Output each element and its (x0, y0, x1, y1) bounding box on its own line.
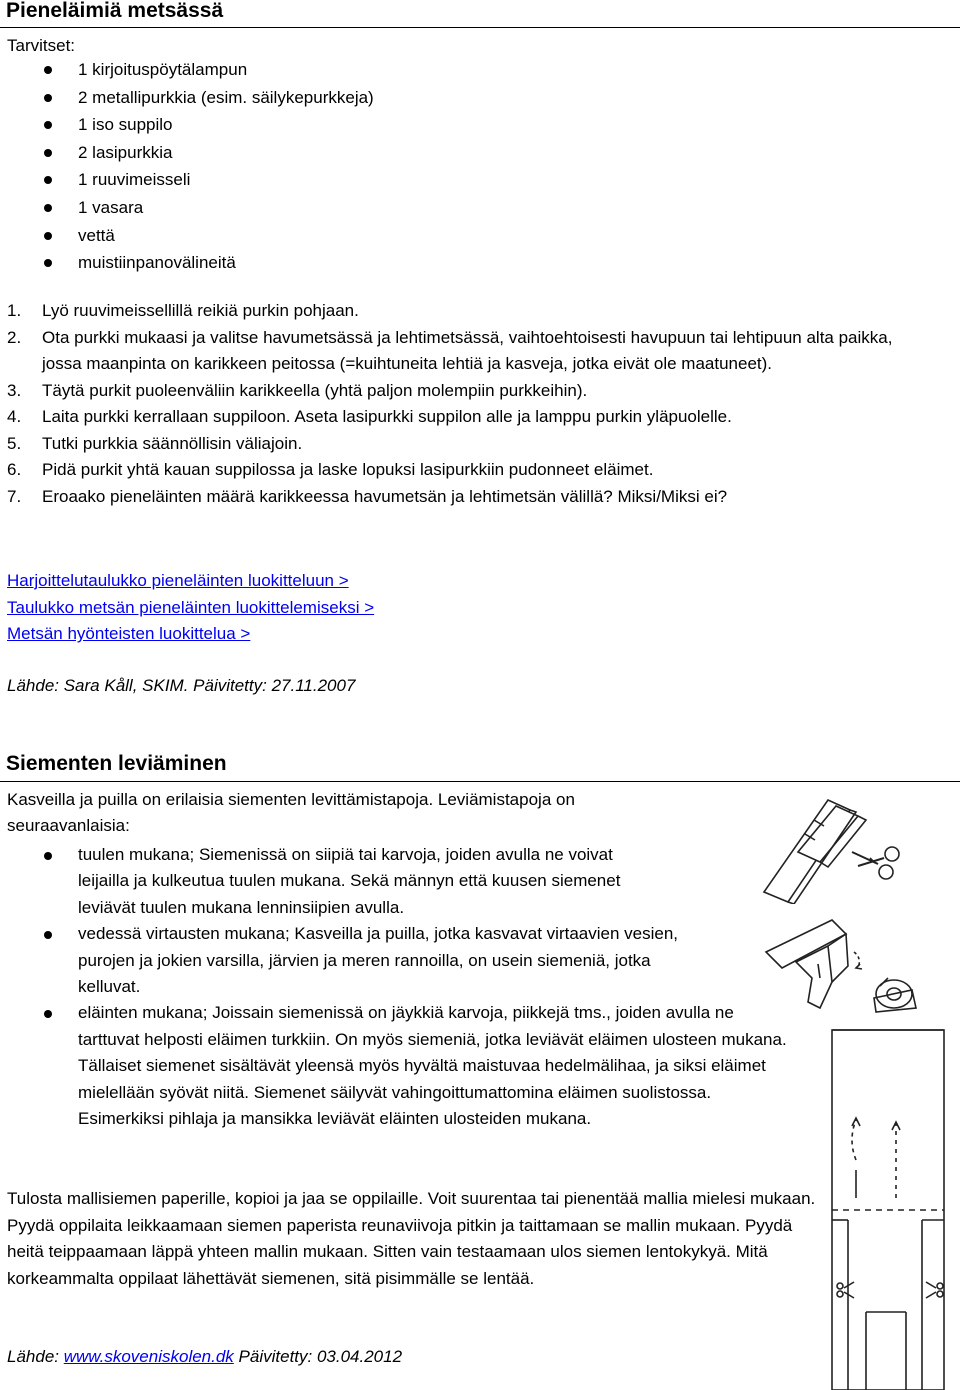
tools-list (0, 56, 374, 277)
related-links (7, 568, 374, 648)
source-suffix: Päivitetty: 03.04.2012 (238, 1347, 403, 1366)
step-item: 7. Eroaako pieneläinten määrä karikkeessa havumetsän ja lehtimetsän välillä? Miksi/Miksi ei? (7, 486, 728, 506)
section2-intro-line1: Kasveilla ja puilla on erilaisia siementen levittämistapoja. Leviämistapoja on (7, 790, 575, 809)
seed-template-illustration (826, 1022, 956, 1390)
bullet-icon (44, 1010, 52, 1018)
source-prefix: Lähde: (7, 1347, 59, 1366)
steps-list (0, 298, 950, 510)
section2-title: Siementen leviäminen (6, 752, 227, 775)
list-item: 1 kirjoituspöytälampun (0, 56, 374, 84)
bullet-icon (44, 149, 52, 157)
list-item: 2 lasipurkkia (0, 139, 374, 167)
step-item: 1. Lyö ruuvimeissellillä reikiä purkin pohjaan. (7, 301, 359, 320)
bullet-icon (44, 232, 52, 240)
folded-seed-tape-illustration (762, 912, 922, 1017)
bullet-icon (44, 204, 52, 212)
section2-source (7, 1347, 402, 1367)
section2-instructions: Tulosta mallisiemen paperille, kopioi ja jaa se oppilaille. Voit suurentaa tai pienentää mallia mielesi mukaan. Pyydä oppilaita leikkaamaan siemen paperista reunaviivoja pitkin ja taittamaan se mallin mukaan. Pyydä heitä teippaamaan läppä yhteen mallin mukaan. Sitten vain testaamaan ulos siemen lentokykyä. Mitä korkeammalta oppilaat lähettävät siemenen, sitä pisimmälle se lentää. (7, 1189, 816, 1288)
step-item: 4. Laita purkki kerrallaan suppiloon. Aseta lasipurkki suppilon alle ja lamppu purkin yläpuolelle. (7, 407, 732, 426)
link-practice-table[interactable]: Harjoittelutaulukko pieneläinten luokitteluun > (7, 571, 349, 590)
bullet-icon (44, 121, 52, 129)
paper-seed-cutting-illustration (758, 792, 918, 904)
tools-heading: Tarvitset: (7, 36, 76, 55)
list-item: 1 vasara (0, 194, 374, 222)
list-item: 1 iso suppilo (0, 111, 374, 139)
source-link[interactable]: www.skoveniskolen.dk (63, 1347, 234, 1366)
step-item: 2. Ota purkki mukaasi ja valitse havumetsässä ja lehtimetsässä, vaihtoehtoisesti havupuun tai lehtipuun alta paikka, jossa maanpinta on karikkeen peitossa (=kuihtuneita lehtiä ja kasveja, jotka eivät ole maatuneet). (7, 327, 893, 373)
section1-source: Lähde: Sara Kåll, SKIM. Päivitetty: 27.11.2007 (7, 676, 356, 695)
link-insect-classification[interactable]: Metsän hyönteisten luokittelua > (7, 624, 251, 644)
bullet-icon (44, 931, 52, 939)
dispersal-methods-list (0, 842, 787, 1132)
section1-title-underline (0, 27, 960, 28)
bullet-icon (44, 176, 52, 184)
list-item: 1 ruuvimeisseli (0, 166, 374, 194)
list-item: vedessä virtausten mukana; Kasveilla ja puilla, jotka kasvavat virtaavien vesien, purojen ja jokien varsilla, järvien ja meren rannoilla, on usein siemeniä, jotka kelluvat. (0, 921, 720, 1000)
step-item: 5. Tutki purkkia säännöllisin väliajoin. (7, 433, 303, 453)
list-item: vettä (0, 222, 374, 250)
list-item: 2 metallipurkkia (esim. säilykepurkkeja) (0, 84, 374, 112)
list-item: tuulen mukana; Siemenissä on siipiä tai karvoja, joiden avulla ne voivat leijailla ja kulkeutua tuulen mukana. Sekä männyn että kuusen siemenet leviävät tuulen mukana lenninsiipien avulla. (0, 842, 720, 921)
step-item: 6. Pidä purkit yhtä kauan suppilossa ja laske lopuksi lasipurkkiin pudonneet eläimet. (7, 460, 654, 479)
step-item: 3. Täytä purkit puoleenväliin karikkeella (yhtä paljon molempiin purkkeihin). (7, 380, 588, 400)
bullet-icon (44, 852, 52, 860)
bullet-icon (44, 94, 52, 102)
bullet-icon (44, 259, 52, 267)
section1-title: Pieneläimiä metsässä (6, 0, 224, 22)
link-classification-table[interactable]: Taulukko metsän pieneläinten luokittelemiseksi > (7, 597, 375, 617)
list-item: eläinten mukana; Joissain siemenissä on jäykkiä karvoja, piikkejä tms., joiden avulla ne tarttuvat helposti eläimen turkkiin. On myös siemeniä, jotka leviävät eläimen ulosteen mukana. Tällaiset siemenet sisältävät yleensä myös hyvältä maistuvaa hedelmälihaa, ja siksi eläimet mielellään syövät niitä. Siemenet säilyvät vahingoittumattomina eläimen suolistossa. Esimerkiksi pihlaja ja mansikka leviävät eläinten ulosteiden mukana. (0, 1000, 798, 1132)
list-item: muistiinpanovälineitä (0, 249, 374, 277)
section2-intro-line2: seuraavanlaisia: (7, 816, 130, 835)
section2-title-underline (0, 781, 960, 782)
bullet-icon (44, 66, 52, 74)
